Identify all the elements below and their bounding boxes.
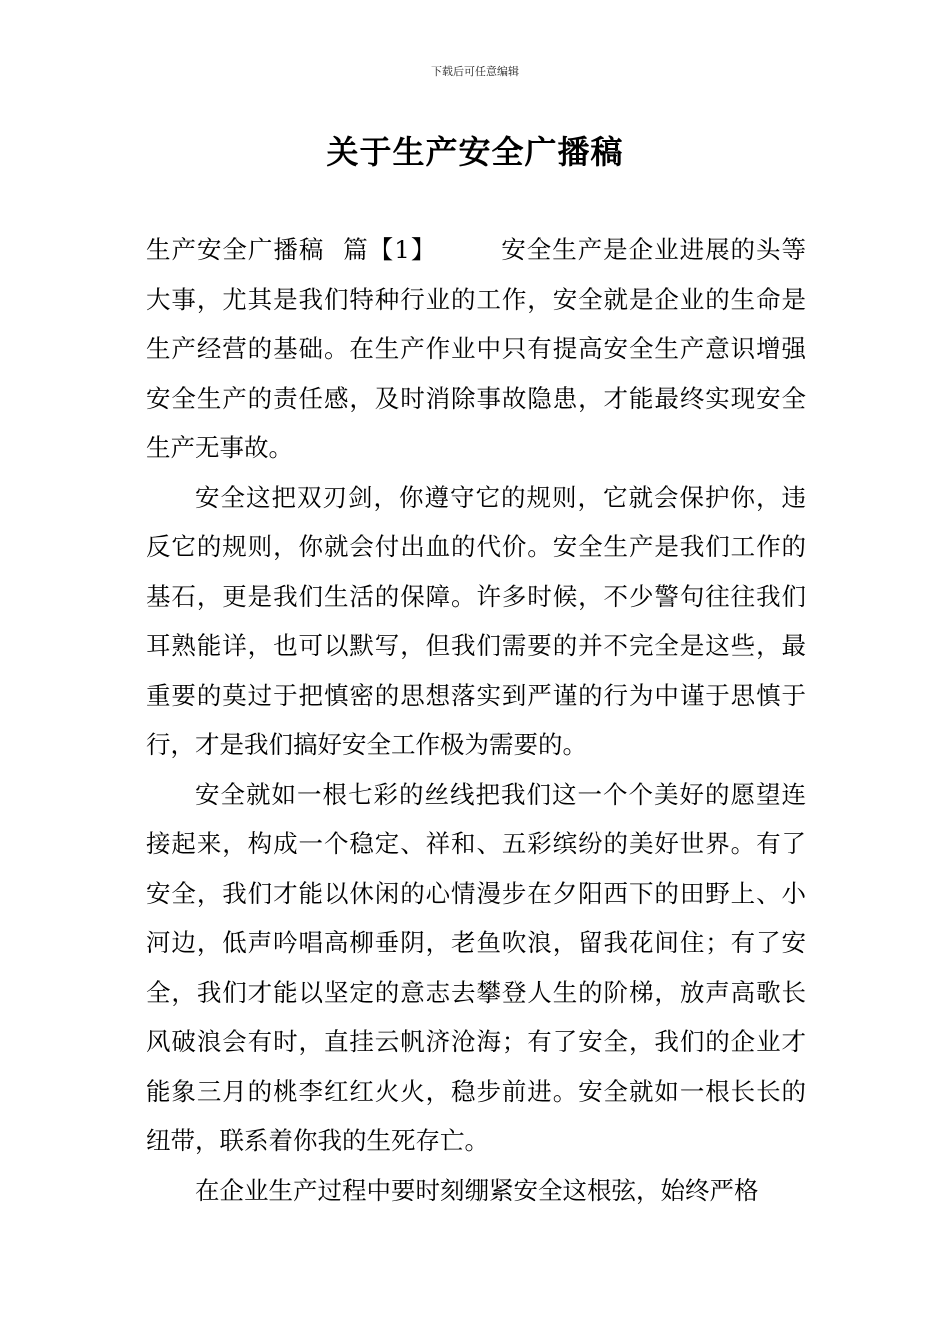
paragraph-3: 安全就如一根七彩的丝线把我们这一个个美好的愿望连接起来，构成一个稳定、祥和、五彩缤纷的美好世界。有了安全，我们才能以休闲的心情漫步在夕阳西下的田野上、小河边，低声吟唱高柳垂阴，老鱼吹浪，留我花间住；有了安全，我们才能以坚定的意志去攀登人生的阶梯，放声高歌长风破浪会有时，直挂云帆济沧海；有了安全，我们的企业才能象三月的桃李红红火火，稳步前进。安全就如一根长长的纽带，联系着你我的生死存亡。 [146, 779, 806, 1155]
document-title: 关于生产安全广播稿 [326, 133, 624, 171]
paragraph-4: 在企业生产过程中要时刻绷紧安全这根弦，始终严格 [195, 1175, 759, 1205]
section-label: 生产安全广播稿 [146, 235, 325, 264]
document-body [146, 225, 806, 1215]
paragraph-2: 安全这把双刃剑，你遵守它的规则，它就会保护你，违反它的规则，你就会付出血的代价。安全生产是我们工作的基石，更是我们生活的保障。许多时候，不少警句往往我们耳熟能详，也可以默写，但我们需要的并不完全是这些，最重要的莫过于把慎密的思想落实到严谨的行为中谨于思慎于行，才是我们搞好安全工作极为需要的。 [146, 482, 806, 759]
paragraph-1 [146, 225, 806, 473]
header-note: 下载后可任意编辑 [431, 65, 519, 78]
paragraph-1-text: 安全生产是企业进展的头等大事，尤其是我们特种行业的工作，安全就是企业的生命是生产经营的基础。在生产作业中只有提高安全生产意识增强安全生产的责任感，及时消除事故隐患，才能最终实现安全生产无事故。 [146, 235, 806, 462]
section-number: 篇【1】 [342, 235, 437, 264]
